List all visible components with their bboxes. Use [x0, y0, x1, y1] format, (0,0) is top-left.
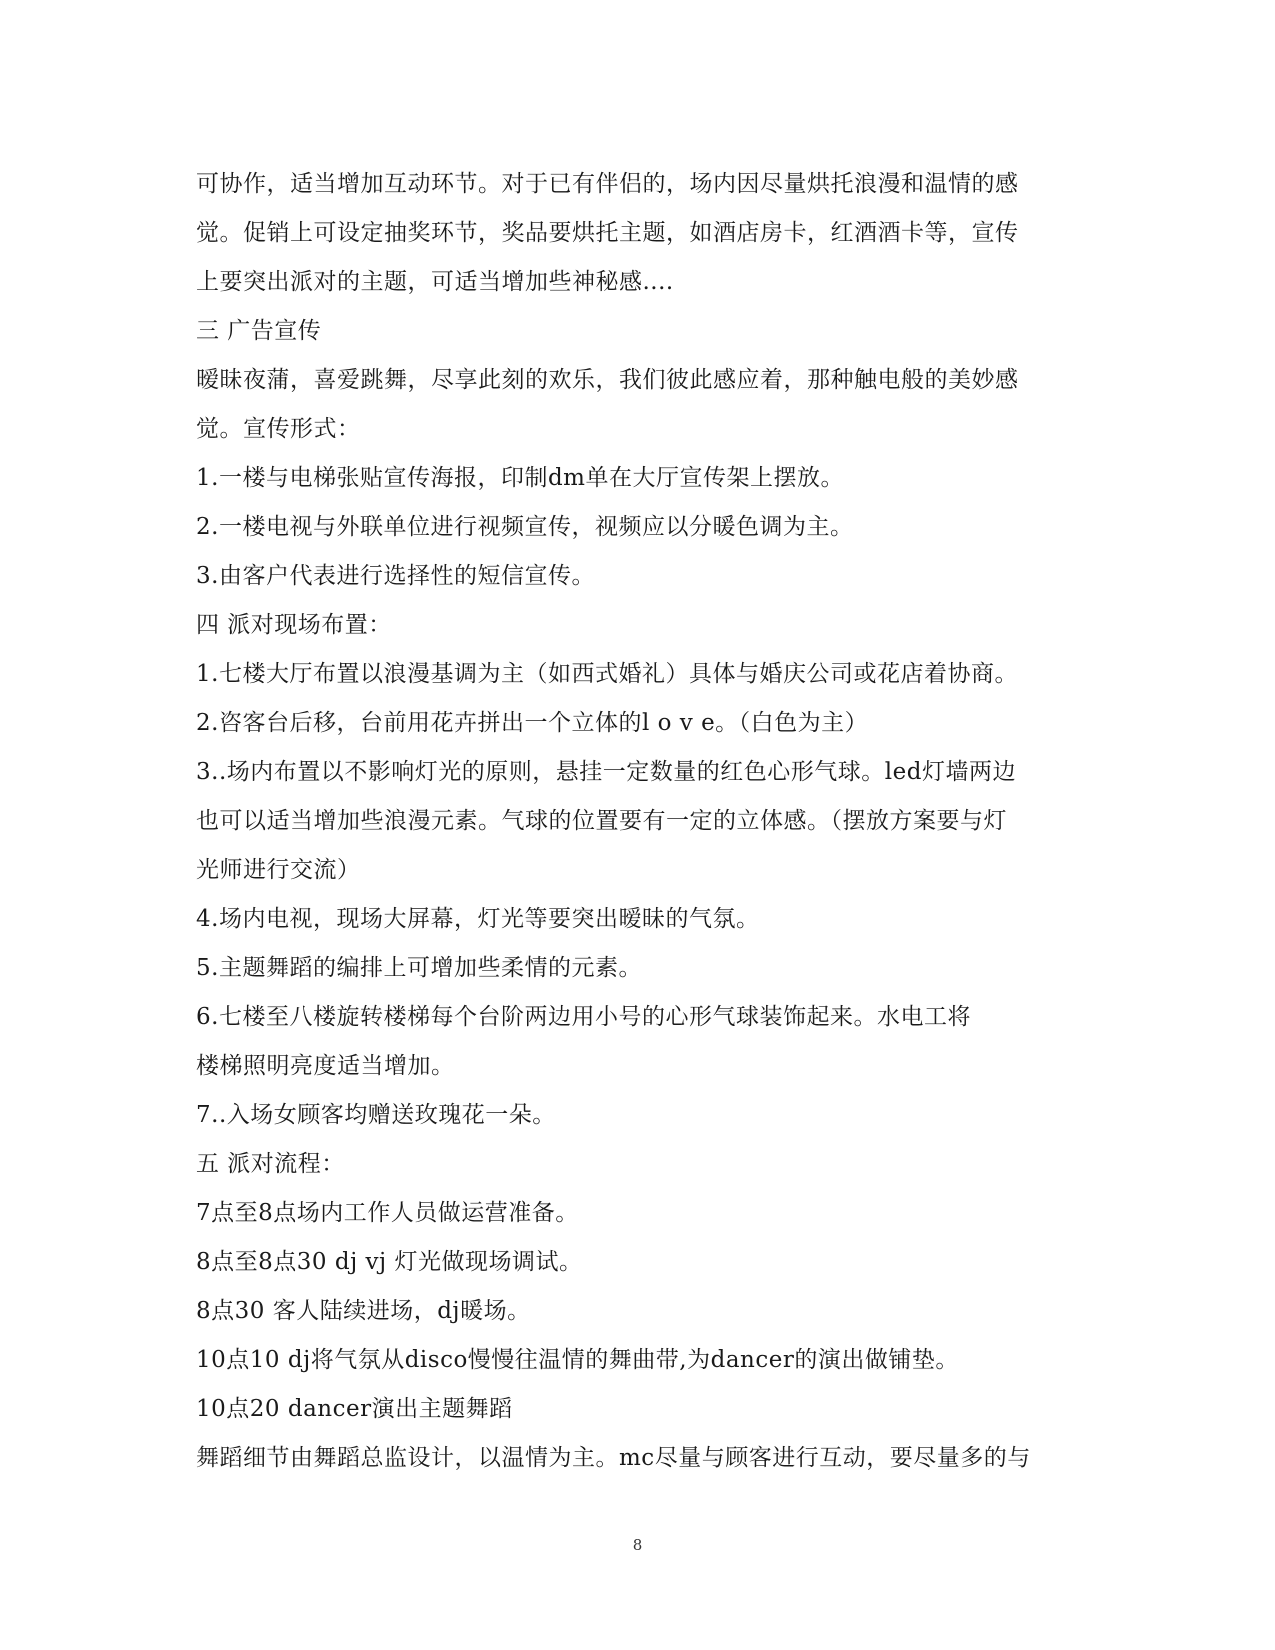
list-item: 1.一楼与电梯张贴宣传海报，印制dm单在大厅宣传架上摆放。: [196, 465, 844, 491]
text-line: 舞蹈细节由舞蹈总监设计，以温情为主。mc尽量与顾客进行互动，要尽量多的与: [196, 1445, 1031, 1471]
text-line: 也可以适当增加些浪漫元素。气球的位置要有一定的立体感。（摆放方案要与灯: [196, 808, 1007, 834]
list-item: 1.七楼大厅布置以浪漫基调为主（如西式婚礼）具体与婚庆公司或花店着协商。: [196, 661, 1018, 687]
schedule-item: 8点30 客人陆续进场，dj暖场。: [196, 1298, 531, 1324]
text-line: 可协作，适当增加互动环节。对于已有伴侣的，场内因尽量烘托浪漫和温情的感: [196, 171, 1019, 197]
schedule-item: 8点至8点30 dj vj 灯光做现场调试。: [196, 1249, 583, 1275]
text-line: 上要突出派对的主题，可适当增加些神秘感....: [196, 269, 674, 295]
list-item: 5.主题舞蹈的编排上可增加些柔情的元素。: [196, 955, 642, 981]
schedule-item: 10点20 dancer演出主题舞蹈: [196, 1396, 513, 1422]
text-line: 觉。促销上可设定抽奖环节，奖品要烘托主题，如酒店房卡，红酒酒卡等，宣传: [196, 220, 1019, 246]
list-item: 7..入场女顾客均赠送玫瑰花一朵。: [196, 1102, 556, 1128]
page-number: 8: [632, 1536, 643, 1554]
section-heading: 三 广告宣传: [196, 318, 322, 344]
body-text: [196, 160, 1086, 1483]
list-item: 4.场内电视，现场大屏幕，灯光等要突出暧昧的气氛。: [196, 906, 760, 932]
schedule-item: 10点10 dj将气氛从disco慢慢往温情的舞曲带,为dancer的演出做铺垫。: [196, 1347, 959, 1373]
list-item: 2.一楼电视与外联单位进行视频宣传，视频应以分暖色调为主。: [196, 514, 854, 540]
list-item: 6.七楼至八楼旋转楼梯每个台阶两边用小号的心形气球装饰起来。水电工将: [196, 1004, 971, 1030]
text-line: 觉。宣传形式：: [196, 416, 361, 442]
list-item: 3.由客户代表进行选择性的短信宣传。: [196, 563, 595, 589]
section-heading: 四 派对现场布置：: [196, 612, 392, 638]
text-line: 光师进行交流）: [196, 857, 361, 883]
schedule-item: 7点至8点场内工作人员做运营准备。: [196, 1200, 579, 1226]
list-item: 2.咨客台后移，台前用花卉拼出一个立体的l o v e。（白色为主）: [196, 710, 869, 736]
text-line: 暧昧夜蒲，喜爱跳舞，尽享此刻的欢乐，我们彼此感应着，那种触电般的美妙感: [196, 367, 1019, 393]
list-item: 3..场内布置以不影响灯光的原则，悬挂一定数量的红色心形气球。led灯墙两边: [196, 759, 1016, 785]
text-line: 楼梯照明亮度适当增加。: [196, 1053, 455, 1079]
section-heading: 五 派对流程：: [196, 1151, 345, 1177]
